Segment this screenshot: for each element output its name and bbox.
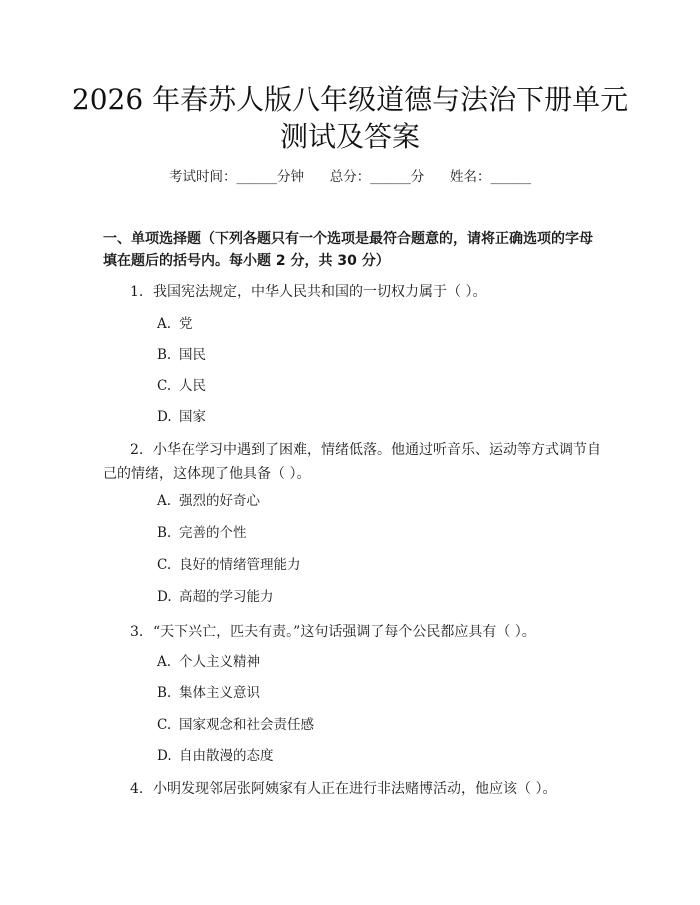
option-letter: A. bbox=[157, 316, 172, 332]
option-letter: A. bbox=[157, 493, 172, 509]
question-1-option-a bbox=[157, 315, 193, 333]
option-letter: D. bbox=[157, 748, 172, 764]
question-2-option-b bbox=[157, 524, 247, 542]
option-text: 完善的个性 bbox=[179, 525, 247, 541]
question-3-option-a bbox=[157, 653, 260, 671]
option-letter: C. bbox=[157, 717, 172, 733]
option-text: 党 bbox=[179, 316, 193, 332]
question-text-line2: 己的情绪，这体现了他具备（ ）。 bbox=[103, 466, 311, 482]
option-text: 个人主义精神 bbox=[179, 654, 260, 670]
option-letter: A. bbox=[157, 654, 172, 670]
question-number: 2. bbox=[130, 442, 144, 458]
document-title-line2: 测试及答案 bbox=[279, 120, 420, 153]
question-3-option-b bbox=[157, 684, 260, 702]
option-text: 强烈的好奇心 bbox=[179, 493, 260, 509]
question-2-option-a bbox=[157, 492, 260, 510]
option-letter: C. bbox=[157, 378, 172, 394]
document-title-line1: 2026 年春苏人版八年级道德与法治下册单元 bbox=[71, 83, 629, 116]
question-2-option-c bbox=[157, 556, 301, 574]
question-number: 3. bbox=[130, 624, 144, 640]
option-text: 良好的情绪管理能力 bbox=[179, 557, 301, 573]
question-3-option-d bbox=[157, 747, 274, 765]
question-text: 我国宪法规定，中华人民共和国的一切权力属于（ ）。 bbox=[153, 284, 487, 300]
option-text: 国家 bbox=[179, 409, 206, 425]
question-4 bbox=[103, 777, 603, 801]
section-heading-line1: 一、单项选择题（下列各题只有一个选项是最符合题意的，请将正确选项的字母 bbox=[103, 231, 593, 247]
question-text-line1: 小华在学习中遇到了困难，情绪低落。他通过听音乐、运动等方式调节自 bbox=[153, 442, 601, 458]
question-text: 小明发现邻居张阿姨家有人正在进行非法赌博活动，他应该（ ）。 bbox=[153, 781, 557, 797]
question-1-option-b bbox=[157, 346, 206, 364]
option-letter: B. bbox=[157, 525, 172, 541]
exam-meta-line: 考试时间：______分钟 总分：______分 姓名：______ bbox=[169, 169, 531, 185]
question-1-option-c bbox=[157, 377, 206, 395]
question-1-option-d bbox=[157, 408, 206, 426]
option-letter: B. bbox=[157, 347, 172, 363]
option-letter: D. bbox=[157, 589, 172, 605]
option-text: 自由散漫的态度 bbox=[179, 748, 274, 764]
option-text: 高超的学习能力 bbox=[179, 589, 274, 605]
option-letter: B. bbox=[157, 685, 172, 701]
option-text: 国民 bbox=[179, 347, 206, 363]
question-1 bbox=[103, 280, 603, 304]
option-text: 国家观念和社会责任感 bbox=[179, 717, 314, 733]
section-heading-line2: 填在题后的括号内。每小题 2 分，共 30 分） bbox=[103, 253, 390, 269]
question-2-continuation bbox=[103, 462, 603, 486]
question-2-option-d bbox=[157, 588, 274, 606]
question-2 bbox=[103, 438, 603, 462]
option-text: 人民 bbox=[179, 378, 206, 394]
question-number: 4. bbox=[130, 781, 144, 797]
question-number: 1. bbox=[130, 284, 144, 300]
option-text: 集体主义意识 bbox=[179, 685, 260, 701]
question-3-option-c bbox=[157, 716, 314, 734]
option-letter: D. bbox=[157, 409, 172, 425]
question-text: “天下兴亡，匹夫有责。”这句话强调了每个公民都应具有（ ）。 bbox=[153, 624, 536, 640]
question-3 bbox=[103, 620, 603, 644]
option-letter: C. bbox=[157, 557, 172, 573]
